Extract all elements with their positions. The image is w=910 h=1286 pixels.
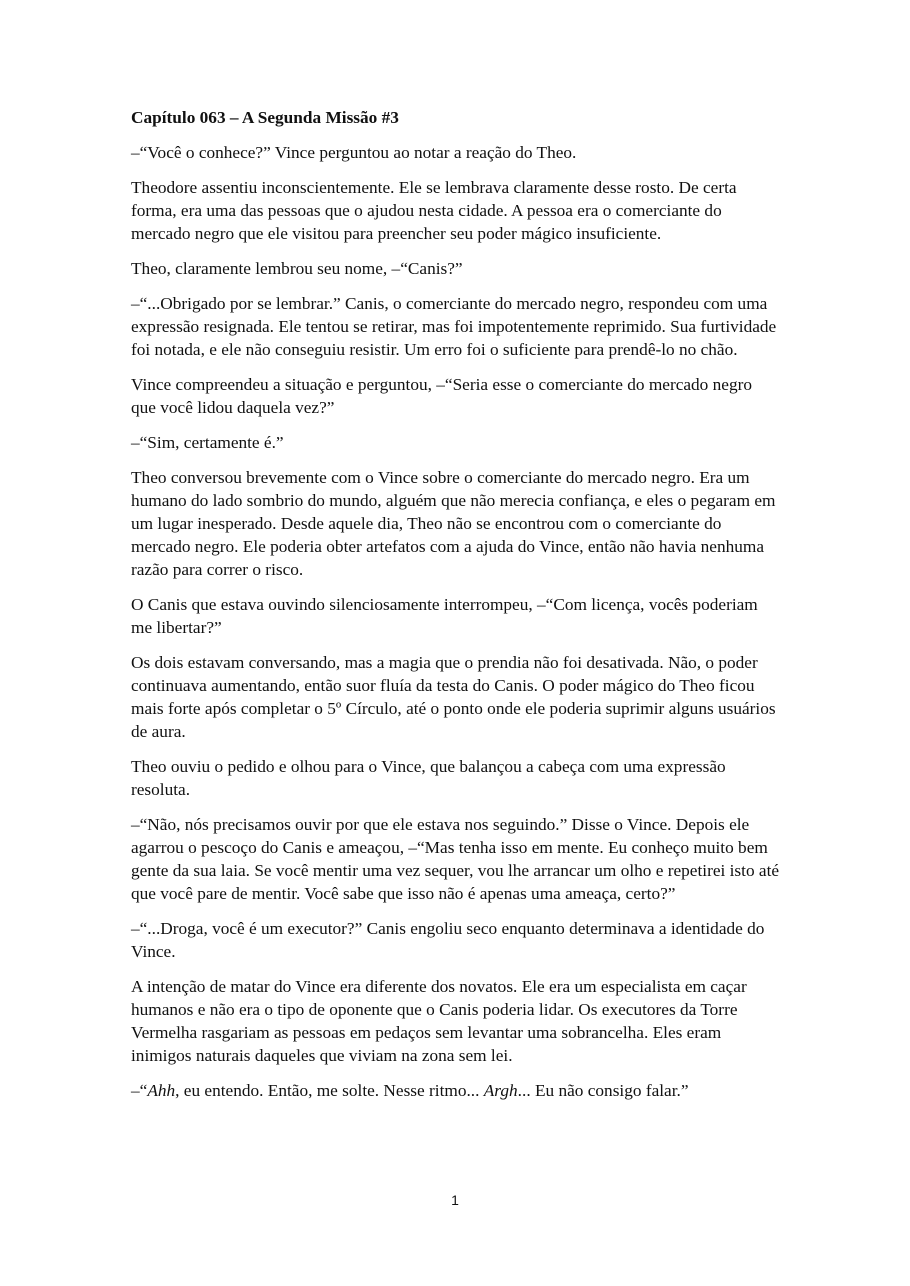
- paragraph: O Canis que estava ouvindo silenciosamente interrompeu, –“Com licença, vocês poderiam me libertar?”: [131, 595, 758, 637]
- paragraph: A intenção de matar do Vince era diferente dos novatos. Ele era um especialista em caçar humanos e não era o tipo de oponente que o Canis poderia lidar. Os executores da Torre Vermelha rasgariam as pessoas em pedaços sem levantar uma sobrancelha. Eles eram inimigos naturais daqueles que viviam na zona sem lei.: [131, 977, 747, 1065]
- paragraph: –“Sim, certamente é.”: [131, 433, 284, 452]
- paragraph: –“Você o conhece?” Vince perguntou ao notar a reação do Theo.: [131, 143, 577, 162]
- paragraph: Theo ouviu o pedido e olhou para o Vince, que balançou a cabeça com uma expressão resoluta.: [131, 757, 726, 799]
- text-run: ... Eu não consigo falar.”: [517, 1081, 689, 1100]
- paragraph: Vince compreendeu a situação e perguntou, –“Seria esse o comerciante do mercado negro que você lidou daquela vez?”: [131, 375, 752, 417]
- page-number: 1: [451, 1192, 459, 1208]
- paragraph: Theo conversou brevemente com o Vince sobre o comerciante do mercado negro. Era um humano do lado sombrio do mundo, alguém que não merecia confiança, e eles o pegaram em um lugar inesperado. Desde aquele dia, Theo não se encontrou com o comerciante do mercado negro. Ele poderia obter artefatos com a ajuda do Vince, então não havia nenhuma razão para correr o risco.: [131, 468, 776, 579]
- document-page: [131, 106, 781, 1114]
- paragraph: –“...Droga, você é um executor?” Canis engoliu seco enquanto determinava a identidade do Vince.: [131, 919, 765, 961]
- text-run: , eu entendo. Então, me solte. Nesse ritmo...: [175, 1081, 484, 1100]
- paragraph: Theodore assentiu inconscientemente. Ele se lembrava claramente desse rosto. De certa forma, era uma das pessoas que o ajudou nesta cidade. A pessoa era o comerciante do mercado negro que ele visitou para preencher seu poder mágico insuficiente.: [131, 178, 737, 243]
- italic-text: Ahh: [147, 1081, 176, 1100]
- paragraph: Theo, claramente lembrou seu nome, –“Canis?”: [131, 259, 463, 278]
- text-run: –“: [131, 1081, 148, 1100]
- italic-text: Argh: [483, 1081, 518, 1100]
- paragraph: –“Não, nós precisamos ouvir por que ele estava nos seguindo.” Disse o Vince. Depois ele agarrou o pescoço do Canis e ameaçou, –“Mas tenha isso em mente. Eu conheço muito bem gente da sua laia. Se você mentir uma vez sequer, vou lhe arrancar um olho e repetirei isto até que você pare de mentir. Você sabe que isso não é apenas uma ameaça, certo?”: [131, 815, 780, 903]
- paragraph: –“...Obrigado por se lembrar.” Canis, o comerciante do mercado negro, respondeu com uma expressão resignada. Ele tentou se retirar, mas foi impotentemente reprimido. Sua furtividade foi notada, e ele não conseguiu resistir. Um erro foi o suficiente para prendê-lo no chão.: [131, 294, 777, 359]
- chapter-title: Capítulo 063 – A Segunda Missão #3: [131, 108, 399, 127]
- paragraph-last: [131, 1079, 781, 1102]
- paragraph: Os dois estavam conversando, mas a magia que o prendia não foi desativada. Não, o poder continuava aumentando, então suor fluía da testa do Canis. O poder mágico do Theo ficou mais forte após completar o 5º Círculo, até o ponto onde ele poderia suprimir alguns usuários de aura.: [131, 653, 776, 741]
